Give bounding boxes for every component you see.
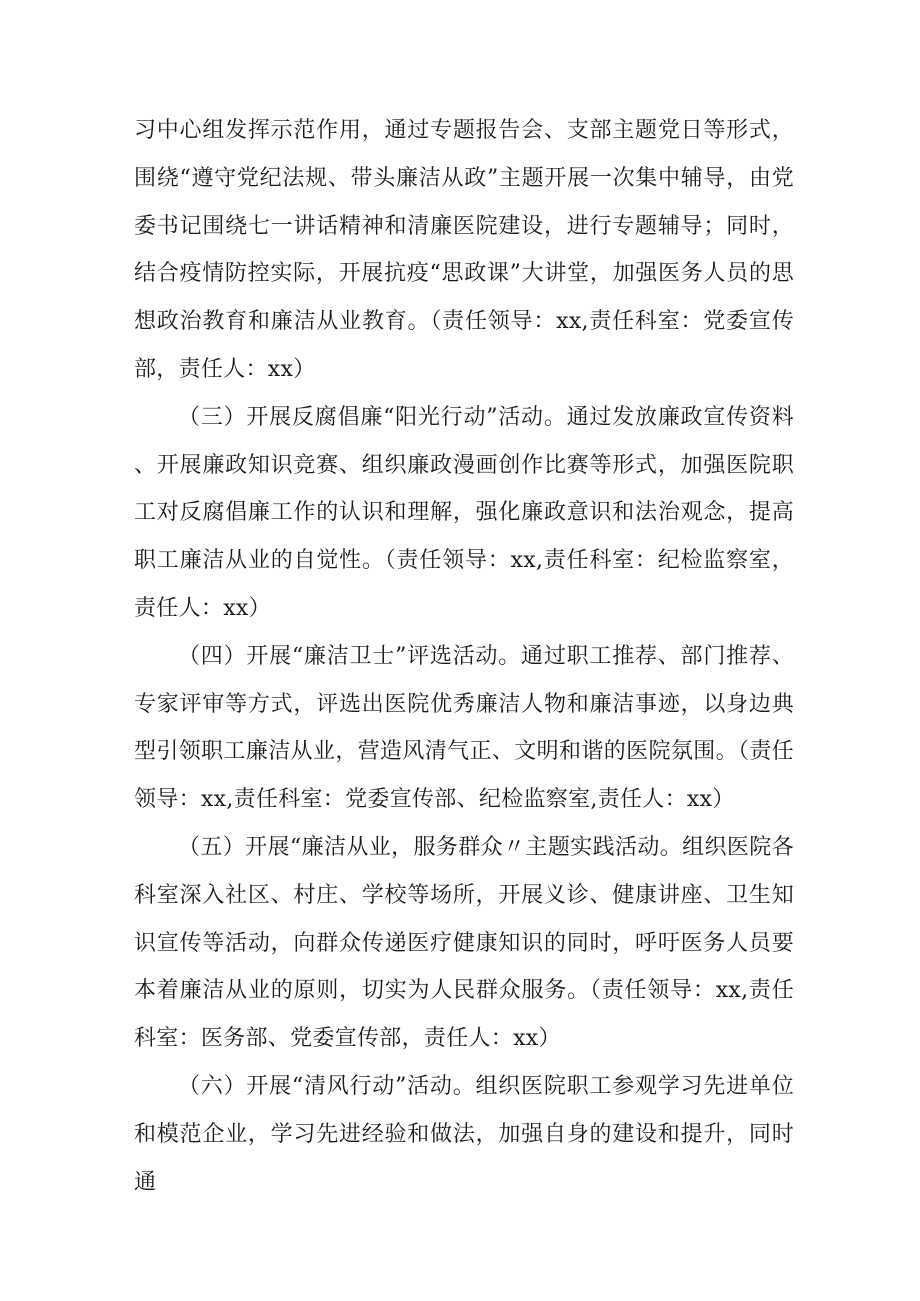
paragraph-section-3: （三）开展反腐倡廉“阳光行动”活动。通过发放廉政宣传资料、开展廉政知识竞赛、组织廉政漫画创作比赛等形式，加强医院职工对反腐倡廉工作的认识和理解，强化廉政意识和法治观念，提高职工廉洁从业的自觉性。（责任领导：xx,责任科室：纪检监察室，责任人：xx）	[134, 404, 794, 621]
paragraph-section-4: （四）开展“廉洁卫士”评选活动。通过职工推荐、部门推荐、专家评审等方式，评选出医院优秀廉洁人物和廉洁事迹，以身边典型引领职工廉洁从业，营造风清气正、文明和谐的医院氛围。（责任领导：xx,责任科室：党委宣传部、纪检监察室,责任人：xx）	[134, 643, 794, 813]
paragraph-section-5: （五）开展“廉洁从业，服务群众〃主题实践活动。组织医院各科室深入社区、村庄、学校等场所，开展义诊、健康讲座、卫生知识宣传等活动，向群众传递医疗健康知识的同时，呼吁医务人员要本着廉洁从业的原则，切实为人民群众服务。（责任领导：xx,责任科室：医务部、党委宣传部，责任人：xx）	[134, 834, 794, 1052]
document-body	[134, 107, 794, 1206]
paragraph-section-6: （六）开展“清风行动”活动。组织医院职工参观学习先进单位和模范企业，学习先进经验和做法，加强自身的建设和提升，同时通	[134, 1073, 794, 1195]
paragraph-continuation: 习中心组发挥示范作用，通过专题报告会、支部主题党日等形式，围绕“遵守党纪法规、带头廉洁从政”主题开展一次集中辅导，由党委书记围绕七一讲话精神和清廉医院建设，进行专题辅导；同时，结合疫情防控实际，开展抗疫“思政课”大讲堂，加强医务人员的思想政治教育和廉洁从业教育。（责任领导：xx,责任科室：党委宣传部，责任人：xx）	[134, 118, 794, 382]
